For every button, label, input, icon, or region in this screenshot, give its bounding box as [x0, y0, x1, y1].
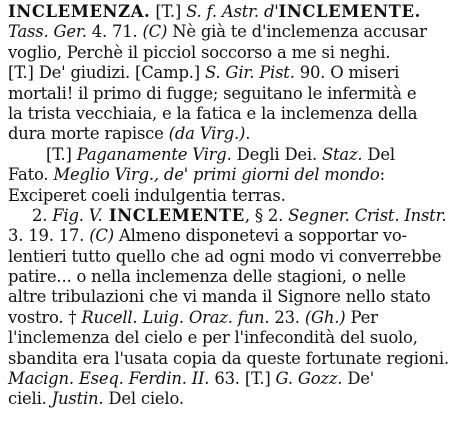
citation-source: Rucell. Luig. Oraz. fun. — [81, 307, 270, 327]
citation-ref: 23. — [269, 307, 305, 327]
entry-line-20 — [8, 389, 466, 409]
citation-ref: 63. [T.] — [209, 369, 276, 389]
sense-label: Fig. V. — [52, 205, 103, 225]
quote-text: 90. O miseri — [294, 63, 400, 83]
quote-text: lentieri tutto quello che ad ogni modo vi converrebbe — [8, 246, 442, 266]
punctuation: . — [245, 124, 251, 144]
citation-source: Staz. — [321, 144, 363, 164]
citation-source: Macign. Eseq. Ferdin. II. — [8, 369, 210, 389]
citation-source: Justin. — [51, 389, 104, 409]
citation-source: (da Virg.) — [168, 124, 246, 144]
punctuation: : — [379, 165, 385, 185]
entry-line-4 — [8, 63, 466, 83]
citation-source: S. Gir. Pist. — [204, 63, 295, 83]
entry-line-5 — [8, 84, 466, 104]
citation-ref: 3. 19. 17. — [8, 226, 90, 246]
grammar-label: S. f. Astr. — [186, 2, 259, 21]
quote-text: l'inclemenza del cielo e per l'infecondità del suolo, — [8, 328, 418, 348]
citation-ref: 4. 71. — [86, 22, 143, 42]
entry-line-11 — [8, 206, 466, 226]
entry-line-19 — [8, 369, 466, 389]
cross-reference: INCLEMENTE. — [278, 2, 421, 21]
quote-text: voglio, Perchè il picciol soccorso a me si neghi. — [8, 42, 391, 62]
sense-text: Del — [362, 144, 395, 164]
quote-text: mortali! il primo di fugge; seguitano le infermità e — [8, 83, 417, 103]
citation-source: G. Gozz. — [275, 369, 343, 389]
quote-text: Almeno disponetevi a sopportar vo- — [113, 226, 407, 246]
tag-text: [T.] — [46, 144, 77, 164]
citation-source: Tass. Ger. — [8, 22, 87, 42]
entry-line-7 — [8, 124, 466, 144]
quote-text: la trista vecchiaia, e la fatica e la inclemenza della — [8, 103, 418, 123]
quote-text: Exciperet coeli indulgentia terras. — [8, 185, 286, 205]
derivation-prefix: d' — [258, 2, 279, 21]
quote-text: De' — [342, 369, 375, 389]
cross-reference: INCLEMENTE — [102, 205, 245, 225]
entry-line-15 — [8, 287, 466, 307]
quote-text: Per — [345, 307, 378, 327]
entry-line-16 — [8, 308, 466, 328]
quote-text: vostro. † — [8, 307, 82, 327]
quote-text: Nè già te d'inclemenza accusar — [167, 22, 427, 42]
quote-text: cieli. — [8, 389, 52, 409]
sense-text: Degli Dei. — [231, 144, 322, 164]
citation-mark: (Gh.) — [304, 307, 346, 327]
citation-mark: (C) — [142, 22, 168, 42]
entry-line-10 — [8, 186, 466, 206]
sense-number: 2. — [32, 205, 53, 225]
headword: INCLEMENZA. — [8, 2, 151, 21]
sense-text: , § 2. — [244, 205, 289, 225]
entry-line-13 — [8, 247, 466, 267]
entry-line-17 — [8, 328, 466, 348]
quote-text: Del cielo. — [103, 389, 184, 409]
tag-text: [T.] — [150, 2, 187, 21]
sense-text: [T.] De' giudizi. [Camp.] — [8, 63, 205, 83]
entry-line-3 — [8, 43, 466, 63]
citation-source: Meglio Virg., de' primi giorni del mondo — [53, 165, 380, 185]
entry-line-2 — [8, 22, 466, 42]
citation-mark: (C) — [89, 226, 114, 246]
entry-line-6 — [8, 104, 466, 124]
quote-text: sbandita era l'usata copia da queste fortunate regioni. — [8, 348, 449, 368]
entry-line-8 — [8, 145, 466, 165]
entry-line-9 — [8, 165, 466, 185]
entry-line-14 — [8, 267, 466, 287]
entry-line-1 — [8, 2, 466, 22]
quote-text: patire... o nella inclemenza delle stagioni, o nelle — [8, 267, 406, 287]
entry-line-18 — [8, 349, 466, 369]
entry-line-12 — [8, 226, 466, 246]
citation-source: Segner. Crist. Instr. — [288, 205, 447, 225]
quote-text: altre tribulazioni che vi manda il Signore nello stato — [8, 287, 431, 307]
sense-text: Fato. — [8, 165, 54, 185]
quote-text: dura morte rapisce — [8, 124, 169, 144]
citation-source: Paganamente Virg. — [76, 144, 232, 164]
